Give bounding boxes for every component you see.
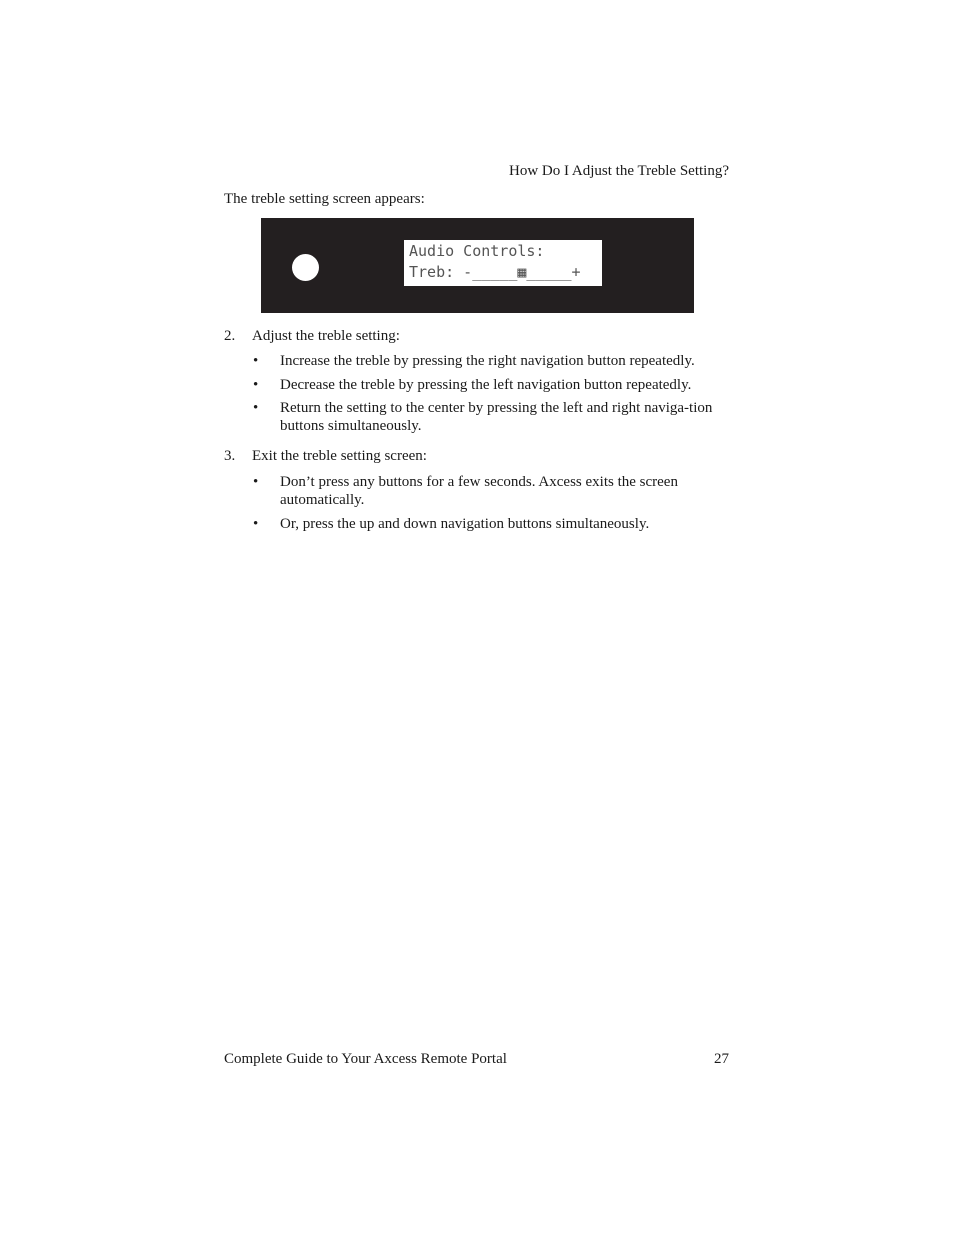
bullet-icon: •	[253, 516, 259, 532]
step-2	[224, 328, 400, 345]
bullet-icon: •	[253, 400, 259, 416]
list-item-text: Increase the treble by pressing the right navigation button repeatedly.	[280, 353, 695, 369]
step-text: Adjust the treble setting:	[252, 328, 400, 344]
lcd-line-2: Treb: -_____▦_____+	[409, 263, 581, 281]
list-item	[253, 352, 733, 370]
intro-text: The treble setting screen appears:	[224, 191, 425, 207]
device-screen-illustration	[261, 218, 694, 313]
bullet-icon: •	[253, 353, 259, 369]
step-3	[224, 448, 427, 465]
bullet-icon: •	[253, 377, 259, 393]
list-item	[253, 515, 733, 533]
list-item-text: Return the setting to the center by pressing the left and right naviga-tion buttons simultaneously.	[280, 400, 713, 434]
list-item-text: Don’t press any buttons for a few seconds. Axcess exits the screen automatically.	[280, 474, 678, 508]
list-item	[253, 376, 733, 394]
lcd-line-1: Audio Controls:	[409, 242, 545, 260]
running-header: How Do I Adjust the Treble Setting?	[509, 163, 729, 179]
list-item-text: Decrease the treble by pressing the left navigation button repeatedly.	[280, 377, 692, 393]
bullet-icon: •	[253, 474, 259, 490]
list-item-text: Or, press the up and down navigation buttons simultaneously.	[280, 516, 650, 532]
step-text: Exit the treble setting screen:	[252, 448, 427, 464]
page-number: 27	[714, 1051, 729, 1067]
list-item	[253, 473, 718, 509]
knob-icon	[292, 254, 319, 281]
footer-title: Complete Guide to Your Axcess Remote Portal	[224, 1051, 507, 1067]
step-number: 2.	[224, 328, 236, 344]
lcd-display	[404, 240, 602, 286]
step-number: 3.	[224, 448, 236, 464]
list-item	[253, 399, 728, 435]
